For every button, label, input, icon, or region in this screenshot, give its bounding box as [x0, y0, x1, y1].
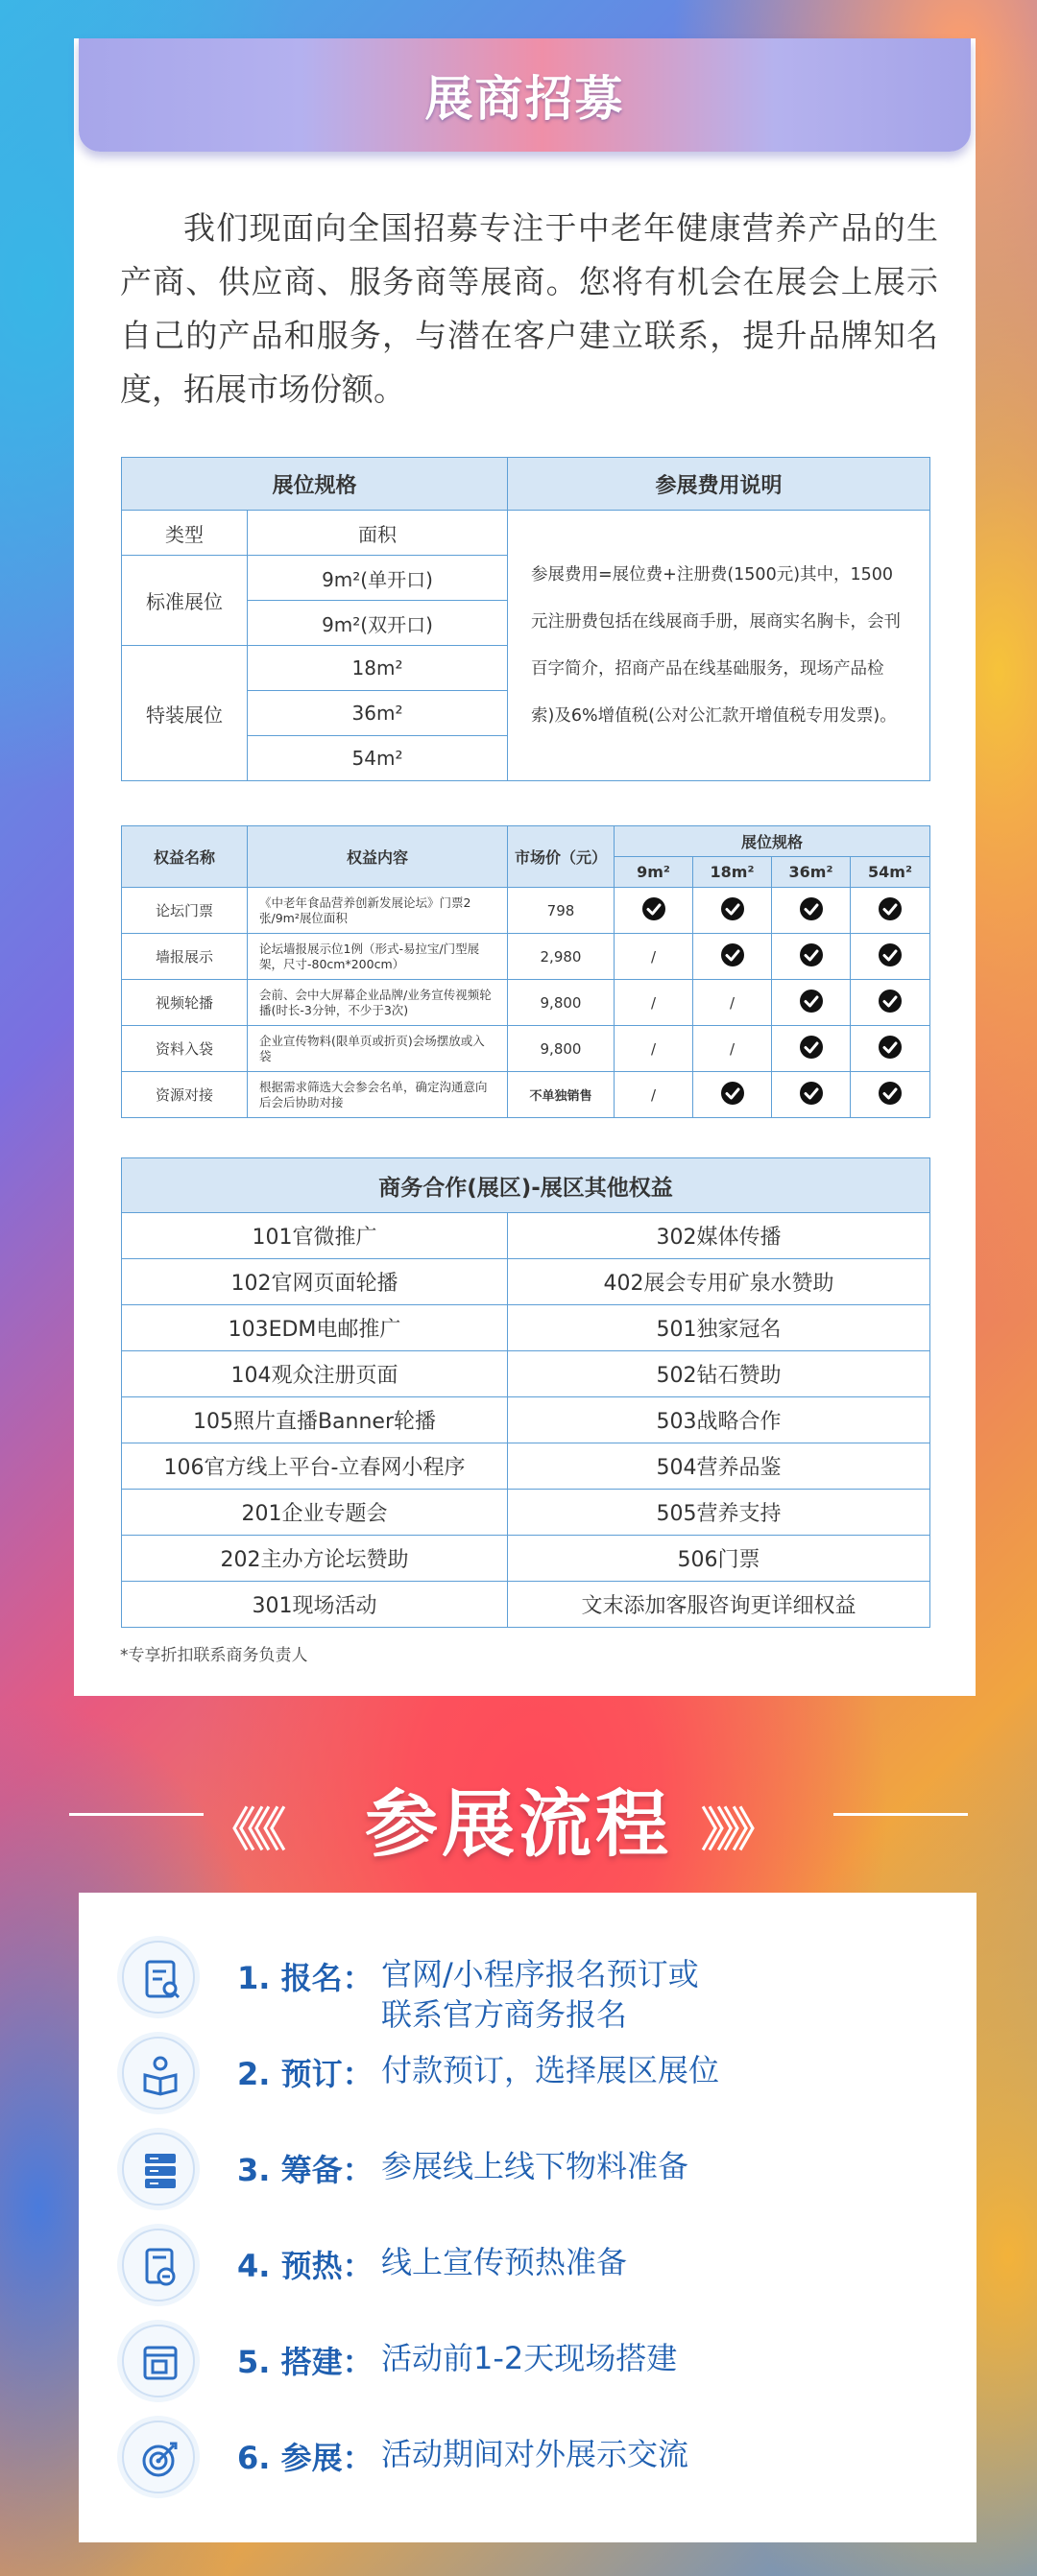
process-step-2 — [122, 2037, 948, 2123]
rights-mark-9m² — [615, 934, 693, 980]
not-included-slash: / — [650, 947, 657, 966]
rights-price: 不单独销售 — [508, 1072, 615, 1118]
check-icon — [720, 942, 745, 967]
process-step-desc: 线上宣传预热准备 — [381, 2244, 628, 2280]
rights-content: 论坛墙报展示位1例（形式-易拉宝/门型展架，尺寸-80cm*200cm） — [248, 934, 508, 980]
area-col-header: 面积 — [248, 511, 508, 556]
process-step-label: 5. 搭建： — [237, 2344, 374, 2380]
rights-spec-header: 展位规格 — [615, 826, 930, 857]
process-step-desc: 活动前1-2天现场搭建 — [381, 2340, 678, 2376]
process-step-desc: 活动期间对外展示交流 — [381, 2436, 689, 2472]
rights-mark-54m² — [851, 1072, 930, 1118]
type-col-header: 类型 — [122, 511, 248, 556]
rights-mark-9m² — [615, 1026, 693, 1072]
check-icon — [641, 896, 666, 921]
standard-area-single: 9m²(单开口) — [248, 556, 508, 601]
biz-item-left: 104观众注册页面 — [122, 1351, 508, 1397]
biz-row — [122, 1397, 930, 1443]
biz-item-right: 402展会专用矿泉水赞助 — [508, 1259, 930, 1305]
rights-content: 企业宣传物料(限单页或折页)会场摆放或入袋 — [248, 1026, 508, 1072]
process-step-label: 6. 参展： — [237, 2440, 374, 2476]
process-step-label: 2. 预订： — [237, 2056, 374, 2092]
check-icon — [799, 989, 824, 1014]
biz-item-left: 102官网页面轮播 — [122, 1259, 508, 1305]
biz-item-left: 202主办方论坛赞助 — [122, 1536, 508, 1582]
process-step-6 — [122, 2421, 948, 2507]
rights-row — [122, 1026, 930, 1072]
size-18-header: 18m² — [693, 857, 772, 888]
rights-content: 《中老年食品营养创新发展论坛》门票2张/9m²展位面积 — [248, 888, 508, 934]
fee-note: 参展费用=展位费+注册费(1500元)其中，1500元注册费包括在线展商手册，展商实名胸卡，会刊百字简介，招商产品在线基础服务，现场产品检索)及6%增值税(公对公汇款开增值税专用发票)。 — [508, 511, 930, 781]
rights-price-header: 市场价（元） — [508, 826, 615, 888]
process-step-4 — [122, 2229, 948, 2315]
rights-row — [122, 888, 930, 934]
rights-content: 根据需求筛选大会参会名单，确定沟通意向后会后协助对接 — [248, 1072, 508, 1118]
biz-item-right: 302媒体传播 — [508, 1213, 930, 1259]
standard-booth-label: 标准展位 — [122, 556, 248, 646]
rights-price: 2,980 — [508, 934, 615, 980]
rights-price: 798 — [508, 888, 615, 934]
process-step-desc: 官网/小程序报名预订或联系官方商务报名 — [381, 1956, 699, 2033]
check-icon — [878, 989, 903, 1014]
process-step-desc: 付款预订，选择展区展位 — [381, 2052, 720, 2088]
rights-name: 资料入袋 — [122, 1026, 248, 1072]
not-included-slash: / — [729, 1039, 736, 1058]
biz-item-left: 105照片直播Banner轮播 — [122, 1397, 508, 1443]
special-booth-label: 特装展位 — [122, 646, 248, 781]
biz-item-right: 503战略合作 — [508, 1397, 930, 1443]
check-icon — [878, 1035, 903, 1060]
browser-window-icon — [122, 2325, 195, 2397]
process-card — [79, 1893, 977, 2542]
booth-spec-table — [121, 457, 930, 781]
rights-table — [121, 825, 930, 1118]
check-icon — [878, 1081, 903, 1106]
person-book-icon — [122, 2037, 195, 2110]
size-9-header: 9m² — [615, 857, 693, 888]
chevrons-right-icon: 》》》 — [701, 1803, 771, 1857]
process-step-5 — [122, 2325, 948, 2411]
rights-name-header: 权益名称 — [122, 826, 248, 888]
booth-spec-header: 展位规格 — [122, 458, 508, 511]
size-36-header: 36m² — [772, 857, 851, 888]
biz-item-right: 505营养支持 — [508, 1490, 930, 1536]
rights-mark-18m² — [693, 934, 772, 980]
biz-row — [122, 1259, 930, 1305]
rights-row — [122, 934, 930, 980]
size-54-header: 54m² — [851, 857, 930, 888]
rights-price: 9,800 — [508, 1026, 615, 1072]
biz-item-right: 文末添加客服咨询更详细权益 — [508, 1582, 930, 1628]
intro-paragraph: 我们现面向全国招募专注于中老年健康营养产品的生产商、供应商、服务商等展商。您将有机会在展会上展示自己的产品和服务，与潜在客户建立联系，提升品牌知名度，拓展市场份额。 — [120, 209, 938, 408]
process-step-label: 1. 报名： — [237, 1960, 374, 1996]
biz-item-left: 301现场活动 — [122, 1582, 508, 1628]
not-included-slash: / — [650, 993, 657, 1012]
rights-mark-36m² — [772, 888, 851, 934]
biz-item-left: 201企业专题会 — [122, 1490, 508, 1536]
rights-mark-54m² — [851, 934, 930, 980]
biz-row — [122, 1305, 930, 1351]
rights-mark-9m² — [615, 980, 693, 1026]
biz-item-left: 101官微推广 — [122, 1213, 508, 1259]
rights-mark-18m² — [693, 1026, 772, 1072]
rights-row — [122, 980, 930, 1026]
rights-mark-18m² — [693, 1072, 772, 1118]
not-included-slash: / — [650, 1085, 657, 1104]
document-link-icon — [122, 2229, 195, 2302]
check-icon — [799, 1081, 824, 1106]
check-icon — [720, 1081, 745, 1106]
server-stack-icon — [122, 2133, 195, 2206]
biz-item-right: 506门票 — [508, 1536, 930, 1582]
rights-name: 论坛门票 — [122, 888, 248, 934]
biz-item-left: 106官方线上平台-立春网小程序 — [122, 1443, 508, 1490]
rights-name: 资源对接 — [122, 1072, 248, 1118]
biz-item-right: 502钻石赞助 — [508, 1351, 930, 1397]
rights-name: 墙报展示 — [122, 934, 248, 980]
not-included-slash: / — [650, 1039, 657, 1058]
chevrons-left-icon: 《《《 — [209, 1803, 279, 1857]
biz-row — [122, 1443, 930, 1490]
process-step-desc: 参展线上线下物料准备 — [381, 2148, 689, 2184]
rights-name: 视频轮播 — [122, 980, 248, 1026]
special-area-54: 54m² — [248, 736, 508, 781]
biz-item-right: 504营养品鉴 — [508, 1443, 930, 1490]
special-area-18: 18m² — [248, 646, 508, 691]
rights-mark-36m² — [772, 1072, 851, 1118]
check-icon — [799, 1035, 824, 1060]
special-area-36: 36m² — [248, 691, 508, 736]
process-title: 参展流程 — [365, 1781, 672, 1867]
check-icon — [878, 942, 903, 967]
biz-item-left: 103EDM电邮推广 — [122, 1305, 508, 1351]
recruit-title: 展商招募 — [424, 71, 625, 127]
standard-area-double: 9m²(双开口) — [248, 601, 508, 646]
biz-row — [122, 1536, 930, 1582]
biz-row — [122, 1213, 930, 1259]
title-ribbon — [79, 38, 971, 152]
rights-content-header: 权益内容 — [248, 826, 508, 888]
rights-content: 会前、会中大屏幕企业品牌/业务宣传视频轮播(时长-3分钟，不少于3次) — [248, 980, 508, 1026]
rights-mark-18m² — [693, 980, 772, 1026]
process-step-3 — [122, 2133, 948, 2219]
heading-line-right — [833, 1813, 968, 1816]
form-search-icon — [122, 1941, 195, 2014]
rights-mark-54m² — [851, 980, 930, 1026]
rights-mark-18m² — [693, 888, 772, 934]
target-icon — [122, 2421, 195, 2493]
rights-price: 9,800 — [508, 980, 615, 1026]
process-step-label: 3. 筹备： — [237, 2152, 374, 2188]
process-step-label: 4. 预热： — [237, 2248, 374, 2284]
check-icon — [878, 896, 903, 921]
fee-header: 参展费用说明 — [508, 458, 930, 511]
check-icon — [799, 942, 824, 967]
rights-mark-9m² — [615, 1072, 693, 1118]
check-icon — [799, 896, 824, 921]
biz-row — [122, 1490, 930, 1536]
biz-row — [122, 1351, 930, 1397]
rights-row — [122, 1072, 930, 1118]
biz-row — [122, 1582, 930, 1628]
rights-mark-36m² — [772, 980, 851, 1026]
process-heading — [0, 1756, 1037, 1872]
process-step-1 — [122, 1941, 948, 2033]
discount-footnote: *专享折扣联系商务负责人 — [120, 1646, 308, 1665]
rights-mark-54m² — [851, 1026, 930, 1072]
biz-item-right: 501独家冠名 — [508, 1305, 930, 1351]
check-icon — [720, 896, 745, 921]
not-included-slash: / — [729, 993, 736, 1012]
rights-mark-9m² — [615, 888, 693, 934]
recruit-card — [74, 38, 976, 1696]
rights-mark-36m² — [772, 934, 851, 980]
biz-table — [121, 1157, 930, 1628]
rights-mark-36m² — [772, 1026, 851, 1072]
rights-mark-54m² — [851, 888, 930, 934]
biz-table-title: 商务合作(展区)-展区其他权益 — [122, 1158, 930, 1213]
